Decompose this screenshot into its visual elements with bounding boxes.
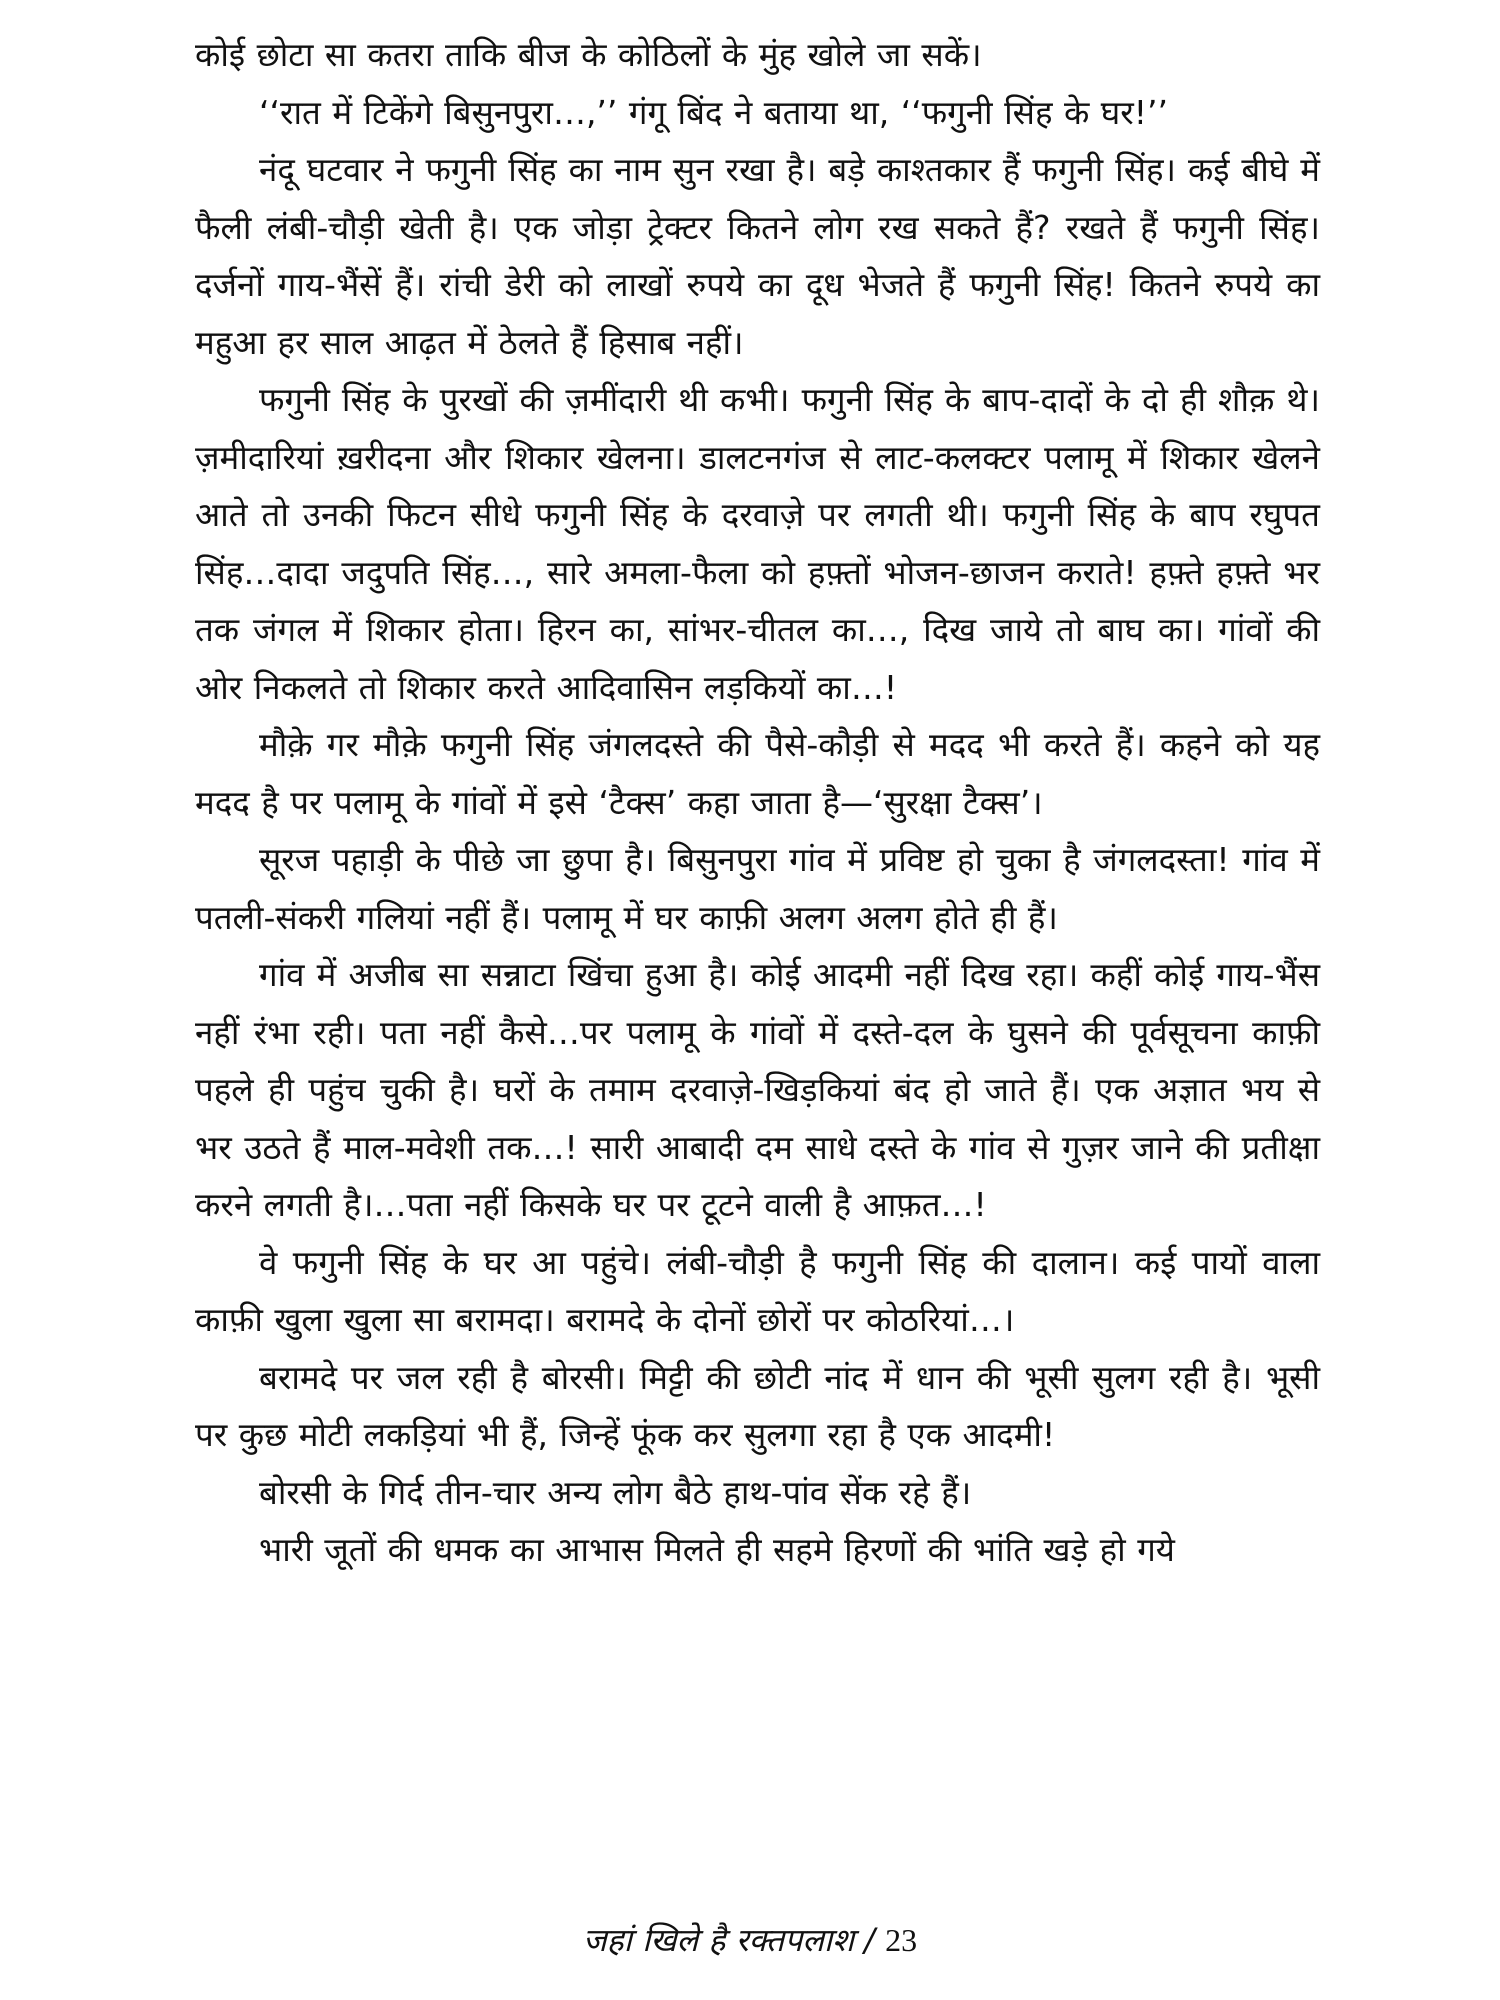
paragraph: बरामदे पर जल रही है बोरसी। मिट्टी की छोटी नांद में धान की भूसी सुलग रही है। भूसी पर कुछ मोटी लकड़ियां भी हैं, जिन्हें फूंक कर सुलगा रहा है एक आदमी!	[195, 1357, 1320, 1454]
paragraph: गांव में अजीब सा सन्नाटा खिंचा हुआ है। कोई आदमी नहीं दिख रहा। कहीं कोई गाय-भैंस नहीं रंभा रही। पता नहीं कैसे…पर पलामू के गांवों में दस्ते-दल के घुसने की पूर्वसूचना काफ़ी पहले ही पहुंच चुकी है। घरों के तमाम दरवाज़े-खिड़कियां बंद हो जाते हैं। एक अज्ञात भय से भर उठते हैं माल-मवेशी तक…! सारी आबादी दम साधे दस्ते के गांव से गुज़र जाने की प्रतीक्षा करने लगती है।…पता नहीं किसके घर पर टूटने वाली है आफ़त…!	[195, 955, 1320, 1224]
paragraph: ‘‘रात में टिकेंगे बिसुनपुरा…,’’ गंगू बिंद ने बताया था, ‘‘फगुनी सिंह के घर!’’	[259, 92, 1169, 132]
page-number: 23	[885, 1922, 918, 1958]
page-footer	[0, 1920, 1500, 1960]
footer-separator: /	[864, 1921, 875, 1959]
paragraph: फगुनी सिंह के पुरखों की ज़मींदारी थी कभी। फगुनी सिंह के बाप-दादों के दो ही शौक़ थे। ज़मीदारियां ख़रीदना और शिकार खेलना। डालटनगंज से लाट-कलक्टर पलामू में शिकार खेलने आते तो उनकी फिटन सीधे फगुनी सिंह के दरवाज़े पर लगती थी। फगुनी सिंह के बाप रघुपत सिंह…दादा जदुपति सिंह…, सारे अमला-फैला को हफ़्तों भोजन-छाजन कराते! हफ़्ते हफ़्ते भर तक जंगल में शिकार होता। हिरन का, सांभर-चीतल का…, दिख जाये तो बाघ का। गांवों की ओर निकलते तो शिकार करते आदिवासिन लड़कियों का…!	[195, 380, 1320, 707]
paragraph: कोई छोटा सा कतरा ताकि बीज के कोठिलों के मुंह खोले जा सकें।	[195, 35, 982, 74]
paragraph: सूरज पहाड़ी के पीछे जा छुपा है। बिसुनपुरा गांव में प्रविष्ट हो चुका है जंगलदस्ता! गांव में पतली-संकरी गलियां नहीं हैं। पलामू में घर काफ़ी अलग अलग होते ही हैं।	[195, 840, 1320, 937]
paragraph: बोरसी के गिर्द तीन-चार अन्य लोग बैठे हाथ-पांव सेंक रहे हैं।	[259, 1472, 972, 1512]
paragraph: नंदू घटवार ने फगुनी सिंह का नाम सुन रखा है। बड़े काश्तकार हैं फगुनी सिंह। कई बीघे में फैली लंबी-चौड़ी खेती है। एक जोड़ा ट्रेक्टर कितने लोग रख सकते हैं? रखते हैं फगुनी सिंह। दर्जनों गाय-भैंसें हैं। रांची डेरी को लाखों रुपये का दूध भेजते हैं फगुनी सिंह! कितने रुपये का महुआ हर साल आढ़त में ठेलते हैं हिसाब नहीं।	[195, 150, 1320, 362]
paragraph: वे फगुनी सिंह के घर आ पहुंचे। लंबी-चौड़ी है फगुनी सिंह की दालान। कई पायों वाला काफ़ी खुला खुला सा बरामदा। बरामदे के दोनों छोरों पर कोठरियां…।	[195, 1242, 1320, 1339]
paragraph: मौक़े गर मौक़े फगुनी सिंह जंगलदस्ते की पैसे-कौड़ी से मदद भी करते हैं। कहने को यह मदद है पर पलामू के गांवों में इसे ‘टैक्स’ कहा जाता है—‘सुरक्षा टैक्स’।	[195, 725, 1320, 822]
page-body	[195, 26, 1320, 1579]
paragraph: भारी जूतों की धमक का आभास मिलते ही सहमे हिरणों की भांति खड़े हो गये	[259, 1530, 1175, 1569]
running-title: जहां खिले है रक्तपलाश	[582, 1921, 854, 1959]
